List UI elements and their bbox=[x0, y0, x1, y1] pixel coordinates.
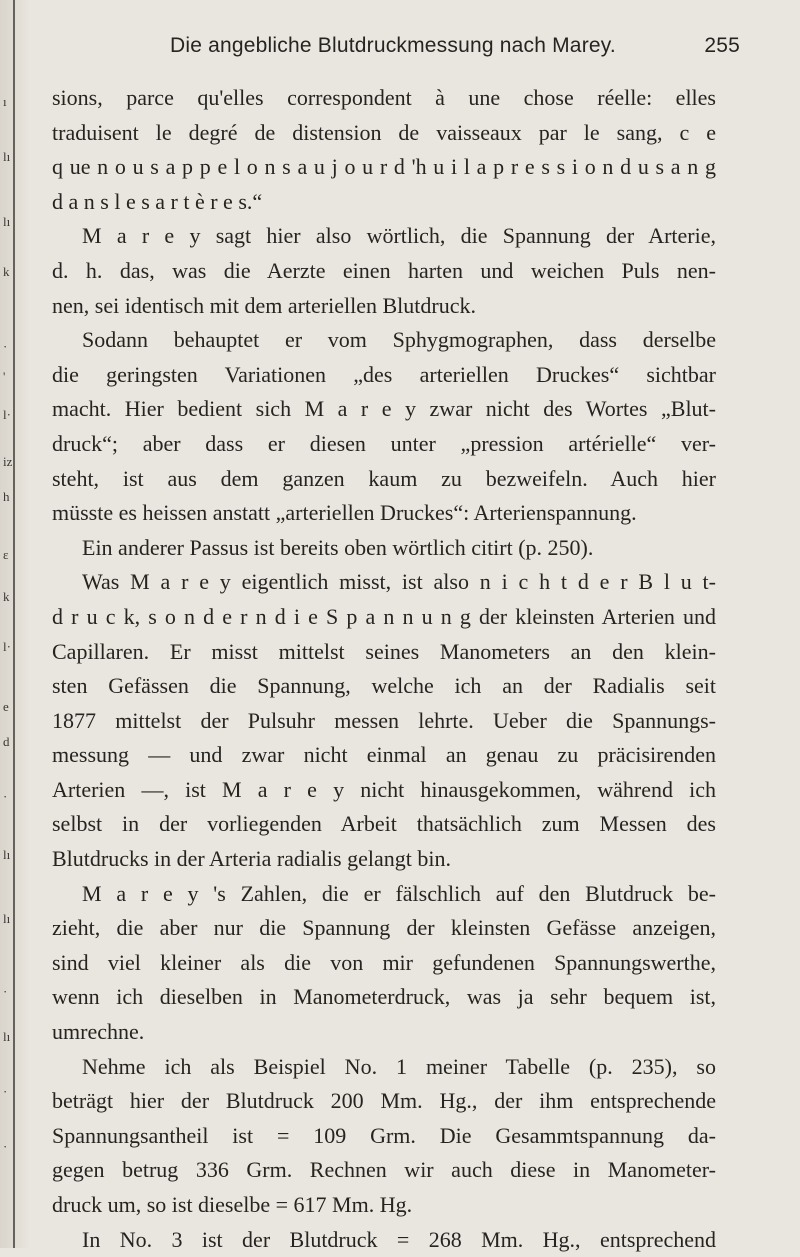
margin-fragment: ɛ bbox=[3, 547, 9, 562]
paragraph-start-line: Sodann behauptet er vom Sphygmographen, dass derselbe bbox=[82, 327, 716, 353]
text-line: 1877 mittelst der Pulsuhr messen lehrte. Ueber die Spannungs- bbox=[52, 707, 716, 733]
margin-fragment: e bbox=[3, 699, 9, 714]
margin-fragment: · bbox=[3, 339, 8, 354]
text-line: druck“; aber dass er diesen unter „pression artérielle“ ver- bbox=[52, 430, 716, 456]
margin-fragment: · bbox=[3, 1084, 8, 1099]
margin-fragment: lı bbox=[3, 1029, 11, 1044]
margin-fragment: · bbox=[3, 984, 8, 999]
text-line: d a n s l e s a r t è r e s.“ bbox=[52, 188, 263, 214]
margin-fragment: k bbox=[3, 264, 10, 279]
margin-fragment: k bbox=[3, 589, 10, 604]
margin-fragment: ' bbox=[3, 369, 6, 384]
text-line: beträgt hier der Blutdruck 200 Mm. Hg., der ihm entsprechende bbox=[52, 1088, 716, 1114]
margin-fragment: lı bbox=[3, 847, 11, 862]
margin-fragment: lı bbox=[3, 149, 11, 164]
margin-fragment: lı bbox=[3, 911, 11, 926]
margin-fragment: h bbox=[3, 489, 10, 504]
text-line: q ue n o u s a p p e l o n s a u j o u r d 'h u i l a p r e s s i o n d u s a n g bbox=[52, 154, 716, 180]
text-line: selbst in der vorliegenden Arbeit thatsächlich zum Messen des bbox=[52, 811, 716, 837]
margin-fragment: iz bbox=[3, 454, 13, 469]
text-line: müsste es heissen anstatt „arteriellen Druckes“: Arterienspannung. bbox=[52, 500, 637, 526]
left-gutter bbox=[0, 0, 30, 1248]
text-line: umrechne. bbox=[52, 1019, 145, 1045]
margin-fragment: ı bbox=[3, 94, 7, 109]
text-line: d. h. das, was die Aerzte einen harten und weichen Puls nen- bbox=[52, 257, 716, 283]
margin-fragment: l· bbox=[3, 639, 11, 654]
text-line: Arterien —, ist M a r e y nicht hinausgekommen, während ich bbox=[52, 776, 716, 802]
paragraph-start-line: Ein anderer Passus ist bereits oben wörtlich citirt (p. 250). bbox=[82, 534, 594, 560]
margin-fragment: · bbox=[3, 789, 8, 804]
text-line: Capillaren. Er misst mittelst seines Manometers an den klein- bbox=[52, 638, 716, 664]
text-line: nen, sei identisch mit dem arteriellen Blutdruck. bbox=[52, 292, 476, 318]
margin-fragment: d bbox=[3, 734, 10, 749]
text-line: traduisent le degré de distension de vaisseaux par le sang, c e bbox=[52, 119, 716, 145]
paragraph-start-line: M a r e y 's Zahlen, die er fälschlich auf den Blutdruck be- bbox=[82, 880, 716, 906]
text-line: messung — und zwar nicht einmal an genau zu präcisirenden bbox=[52, 742, 716, 768]
running-title: Die angebliche Blutdruckmessung nach Marey. bbox=[170, 34, 616, 57]
body-text bbox=[52, 81, 716, 1257]
text-line: druck um, so ist dieselbe = 617 Mm. Hg. bbox=[52, 1192, 413, 1217]
text-line: d r u c k, s o n d e r n d i e S p a n n u n g der kleinsten Arterien und bbox=[52, 603, 716, 629]
text-line: macht. Hier bedient sich M a r e y zwar nicht des Wortes „Blut- bbox=[52, 396, 716, 422]
text-line: gegen betrug 336 Grm. Rechnen wir auch diese in Manometer- bbox=[52, 1157, 716, 1183]
margin-fragment: lı bbox=[3, 214, 11, 229]
text-line: sten Gefässen die Spannung, welche ich an der Radialis seit bbox=[52, 673, 716, 699]
text-line: zieht, die aber nur die Spannung der kleinsten Gefässe anzeigen, bbox=[52, 915, 716, 941]
gutter-rule bbox=[13, 0, 15, 1248]
text-line: sind viel kleiner als die von mir gefundenen Spannungswerthe, bbox=[52, 949, 716, 975]
paragraph-start-line: Nehme ich als Beispiel No. 1 meiner Tabelle (p. 235), so bbox=[82, 1053, 716, 1079]
paragraph-start-line: M a r e y sagt hier also wörtlich, die Spannung der Arterie, bbox=[82, 223, 716, 249]
text-line: wenn ich dieselben in Manometerdruck, was ja sehr bequem ist, bbox=[52, 984, 716, 1010]
text-line: Blutdrucks in der Arteria radialis gelangt bin. bbox=[52, 846, 451, 872]
text-line: die geringsten Variationen „des arteriellen Druckes“ sichtbar bbox=[52, 361, 716, 387]
text-line: sions, parce qu'elles correspondent à une chose réelle: elles bbox=[52, 85, 716, 110]
paragraph-start-line: In No. 3 ist der Blutdruck = 268 Mm. Hg., entsprechend bbox=[82, 1226, 716, 1252]
text-line: Spannungsantheil ist = 109 Grm. Die Gesammtspannung da- bbox=[52, 1122, 716, 1148]
margin-fragment: · bbox=[3, 1139, 8, 1154]
paragraph-start-line: Was M a r e y eigentlich misst, ist also n i c h t d e r B l u t- bbox=[82, 569, 716, 595]
margin-fragment: l· bbox=[3, 407, 11, 422]
text-line: steht, ist aus dem ganzen kaum zu bezweifeln. Auch hier bbox=[52, 465, 716, 491]
page-number: 255 bbox=[704, 34, 740, 57]
running-head bbox=[52, 34, 758, 62]
